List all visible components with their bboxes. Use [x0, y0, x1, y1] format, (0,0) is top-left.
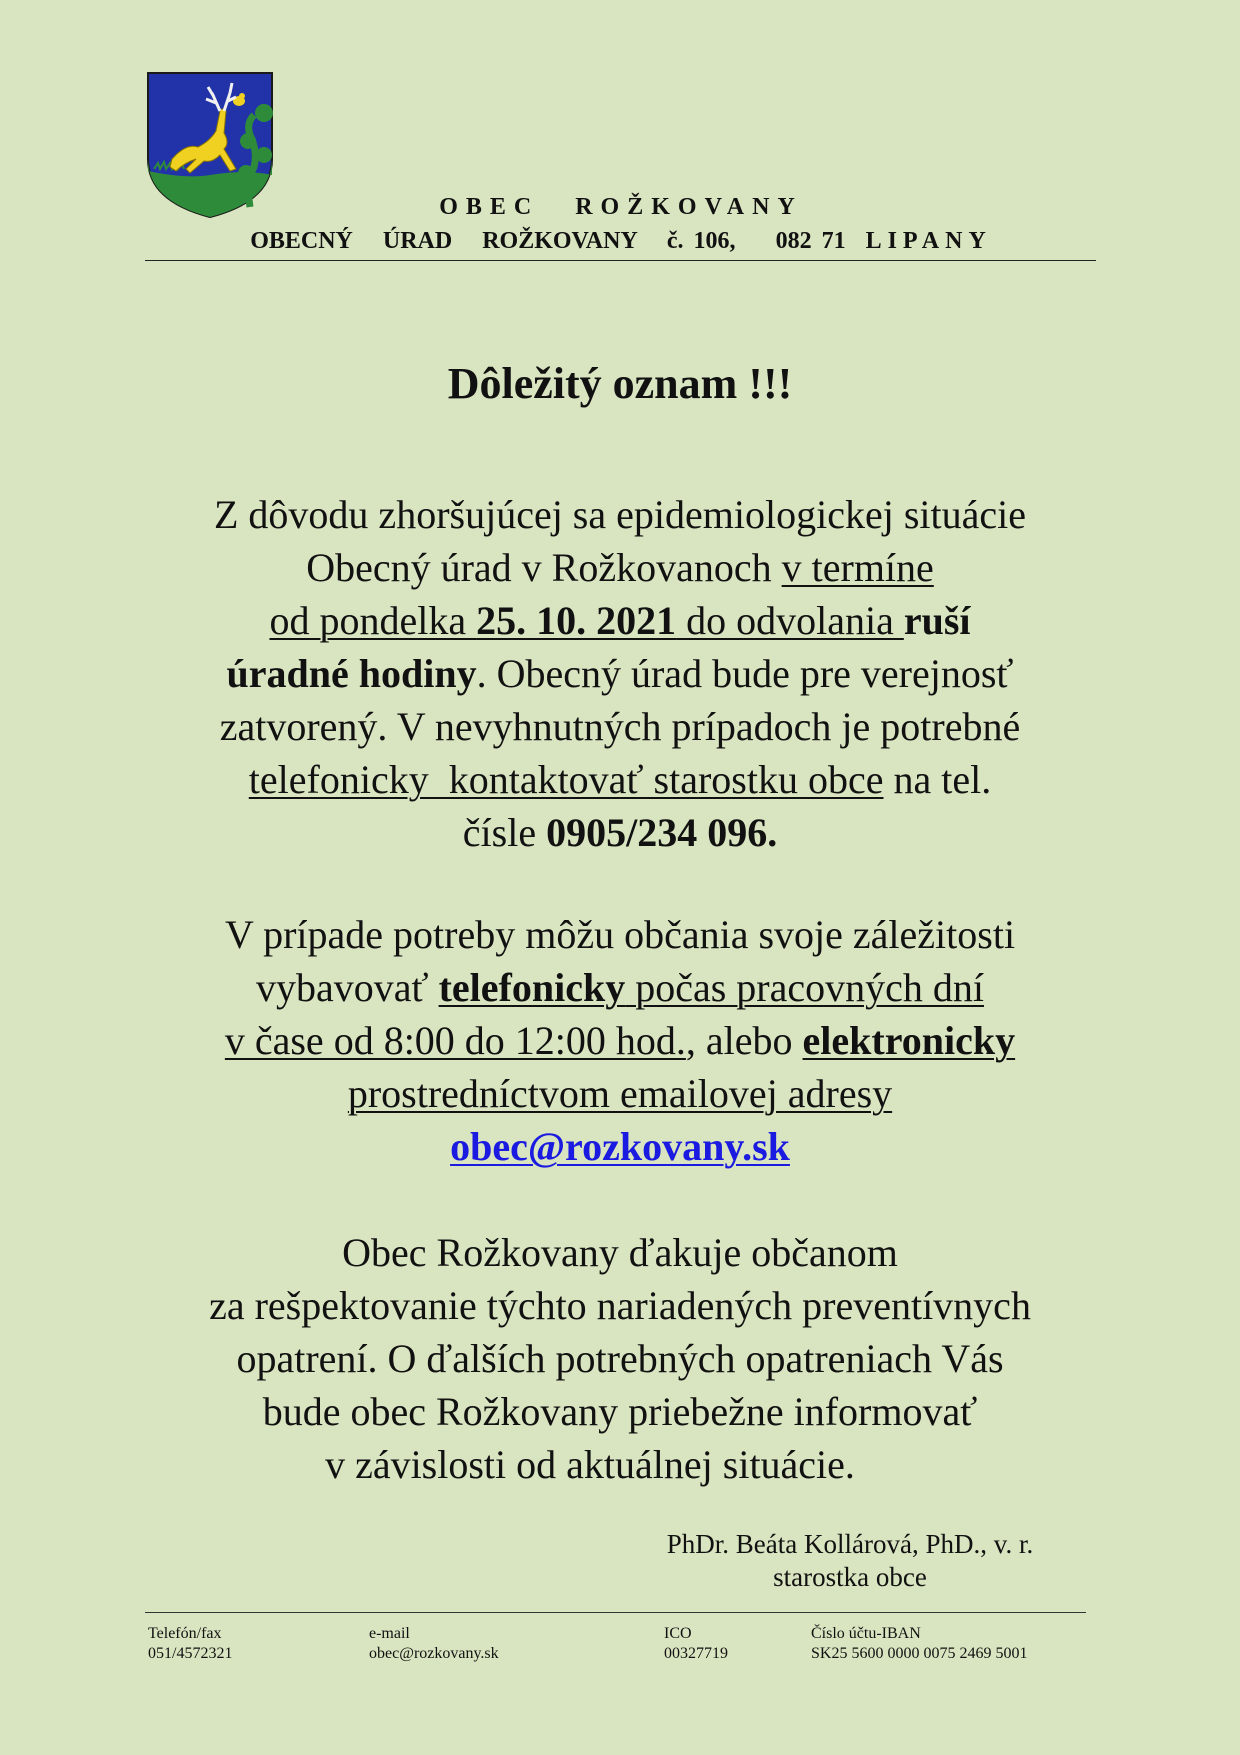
text-span: . Obecný úrad bude pre verejnosť [476, 651, 1014, 696]
text-span: od pondelka [269, 598, 477, 643]
text-line [110, 594, 1130, 647]
footer-iban [811, 1624, 1027, 1664]
text-span: telefonicky [438, 965, 626, 1010]
text-span: v termíne [781, 545, 934, 590]
footer-ico-label: ICO [664, 1625, 692, 1642]
text-span [269, 598, 903, 643]
text-span: , alebo [685, 1018, 803, 1063]
text-line [110, 541, 1130, 594]
text-line [110, 753, 1130, 806]
page-title: Dôležitý oznam !!! [447, 359, 793, 408]
text-line: v závislosti od aktuálnej situácie. [325, 1442, 855, 1487]
header-divider [145, 260, 1096, 261]
footer-phone-value: 051/4572321 [148, 1645, 233, 1662]
footer-ico-value: 00327719 [664, 1645, 728, 1662]
text-line: bude obec Rožkovany priebežne informovať [262, 1389, 978, 1434]
announcement-paragraph-3 [110, 1226, 1130, 1491]
text-span: úradné hodiny [226, 651, 477, 696]
phone-number: 0905/234 096. [546, 810, 778, 855]
text-line [110, 647, 1130, 700]
text-line: V prípade potreby môžu občania svoje záležitosti [224, 912, 1016, 957]
text-line: za rešpektovanie týchto nariadených preventívnych [209, 1283, 1031, 1328]
text-span: počas pracovných dní [625, 965, 984, 1010]
text-line [110, 1014, 1130, 1067]
header-office: OBECNÝ ÚRAD ROŽKOVANY č. 106, [250, 228, 736, 254]
announcement-paragraph-1 [110, 488, 1130, 859]
text-line: Z dôvodu zhoršujúcej sa epidemiologickej situácie [214, 492, 1026, 537]
footer-email [369, 1624, 499, 1664]
footer-iban-label: Číslo účtu-IBAN [811, 1625, 921, 1642]
header-name: ROŽKOVANY [575, 194, 803, 220]
email-link[interactable]: obec@rozkovany.sk [450, 1124, 790, 1169]
footer-phone [148, 1624, 232, 1664]
date-text: 25. 10. 2021 [476, 598, 677, 643]
text-span: do odvolania [676, 598, 904, 643]
header-zip: 082 71 [775, 228, 846, 254]
text-line: zatvorený. V nevyhnutných prípadoch je potrebné [219, 704, 1021, 749]
text-line [110, 806, 1130, 859]
text-line: opatrení. O ďalších potrebných opatreniach Vás [236, 1336, 1004, 1381]
text-span: telefonicky kontaktovať starostku obce [248, 757, 884, 802]
footer-email-value: obec@rozkovany.sk [369, 1645, 499, 1662]
signature [600, 1528, 1100, 1594]
footer-email-label: e-mail [369, 1625, 410, 1642]
header-address [146, 228, 1096, 255]
signature-name: PhDr. Beáta Kollárová, PhD., v. r. [666, 1529, 1034, 1559]
text-span: čísle [462, 810, 547, 855]
text-span: elektronicky [802, 1018, 1016, 1063]
text-span: vybavovať [255, 965, 439, 1010]
footer-divider [145, 1612, 1086, 1613]
text-span: na tel. [883, 757, 992, 802]
footer-iban-value: SK25 5600 0000 0075 2469 5001 [811, 1645, 1028, 1662]
footer-ico [664, 1624, 728, 1664]
announcement-paragraph-2 [110, 908, 1130, 1173]
text-span: ruší [903, 598, 971, 643]
text-span: v čase od 8:00 do 12:00 hod. [224, 1018, 686, 1063]
header-obec: OBEC [439, 194, 540, 220]
header-city: LIPANY [865, 228, 992, 254]
text-span: Obecný úrad v Rožkovanoch [306, 545, 782, 590]
footer-phone-label: Telefón/fax [148, 1625, 222, 1642]
header-municipality [146, 194, 1096, 221]
signature-role: starostka obce [773, 1562, 927, 1592]
text-line [110, 961, 1130, 1014]
text-line [110, 1067, 1130, 1120]
text-span: prostredníctvom emailovej adresy [347, 1071, 893, 1116]
text-line: Obec Rožkovany ďakuje občanom [342, 1230, 898, 1275]
text-line [110, 1120, 1130, 1173]
